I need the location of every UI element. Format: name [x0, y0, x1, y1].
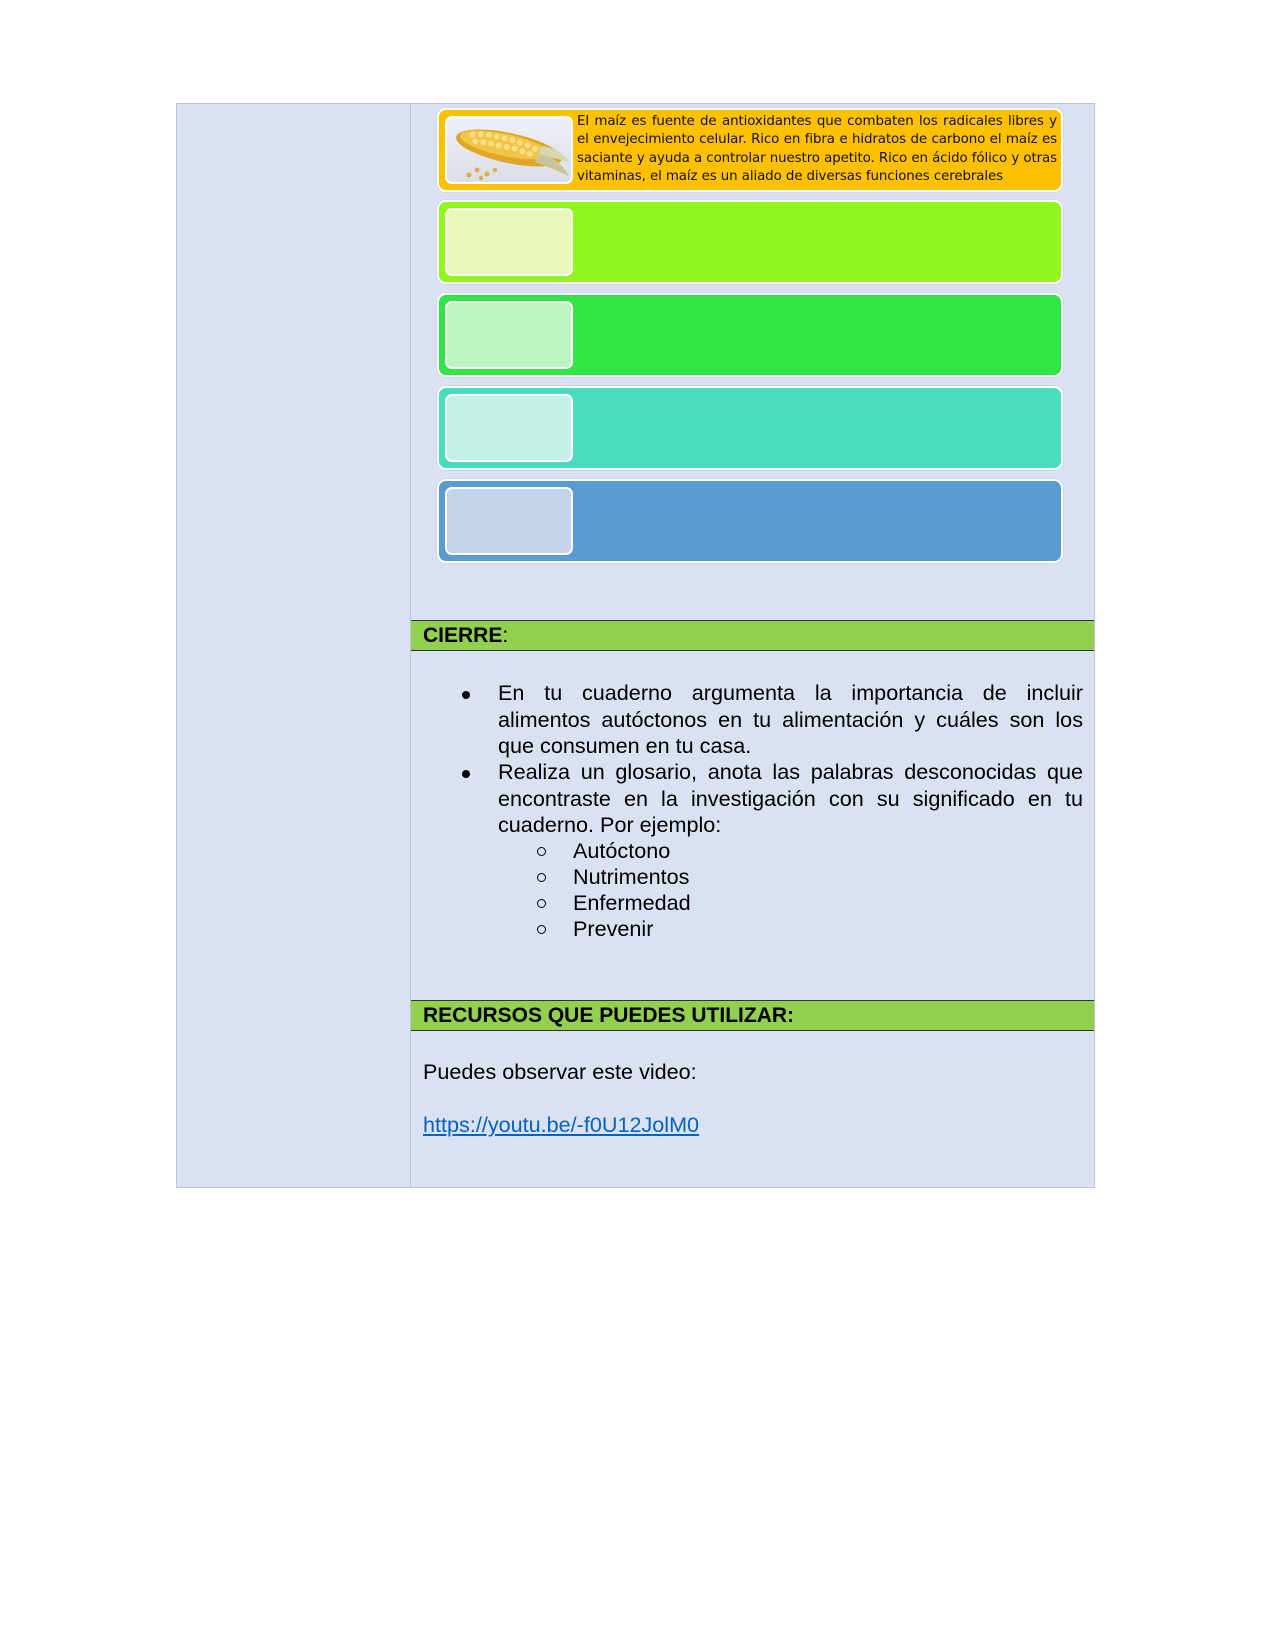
corn-info-box [437, 108, 1063, 192]
corn-image-icon [445, 116, 573, 184]
circle-bullet-icon [537, 847, 546, 856]
cierre-bullet-1: En tu cuaderno argumenta la importancia de incluir alimentos autóctonos en tu alimentación y cuáles son los que consumen en tu casa. [498, 680, 1083, 758]
cierre-heading-bar [411, 620, 1094, 651]
glossary-item-4: Prevenir [573, 916, 654, 941]
color-row-1-label-box [445, 208, 573, 276]
recursos-heading-bar [411, 1000, 1094, 1031]
color-row-2-label-box [445, 301, 573, 369]
recursos-text: Puedes observar este video: [423, 1059, 697, 1084]
cierre-colon: : [502, 624, 509, 647]
bullet-dot-icon [462, 691, 470, 699]
recursos-title: RECURSOS QUE PUEDES UTILIZAR: [423, 1004, 795, 1027]
video-link[interactable]: https://youtu.be/-f0U12JolM0 [423, 1112, 700, 1137]
cierre-title: CIERRE [423, 624, 503, 647]
circle-bullet-icon [537, 899, 546, 908]
corn-info-text: El maíz es fuente de antioxidantes que combaten los radicales libres y el envejecimiento celular. Rico en fibra e hidratos de carbono el maíz es saciante y ayuda a controlar nuestro apetito. Rico en ácido fólico y otras vitaminas, el maíz es un aliado de diversas funciones cerebrales [577, 114, 1057, 184]
color-row-3-label-box [445, 394, 573, 462]
circle-bullet-icon [537, 925, 546, 934]
bullet-dot-icon [462, 770, 470, 778]
color-row-1 [437, 200, 1063, 284]
color-row-2 [437, 293, 1063, 377]
glossary-item-1: Autóctono [573, 838, 671, 863]
color-row-3 [437, 386, 1063, 470]
color-row-4-label-box [445, 487, 573, 555]
circle-bullet-icon [537, 873, 546, 882]
cierre-bullet-2: Realiza un glosario, anota las palabras desconocidas que encontraste en la investigación con su significado en tu cuaderno. Por ejemplo: [498, 759, 1083, 837]
glossary-item-2: Nutrimentos [573, 864, 690, 889]
color-row-4 [437, 479, 1063, 563]
glossary-item-3: Enfermedad [573, 890, 691, 915]
left-column [177, 104, 411, 1187]
right-column [411, 104, 1094, 1187]
content-table [176, 103, 1095, 1188]
